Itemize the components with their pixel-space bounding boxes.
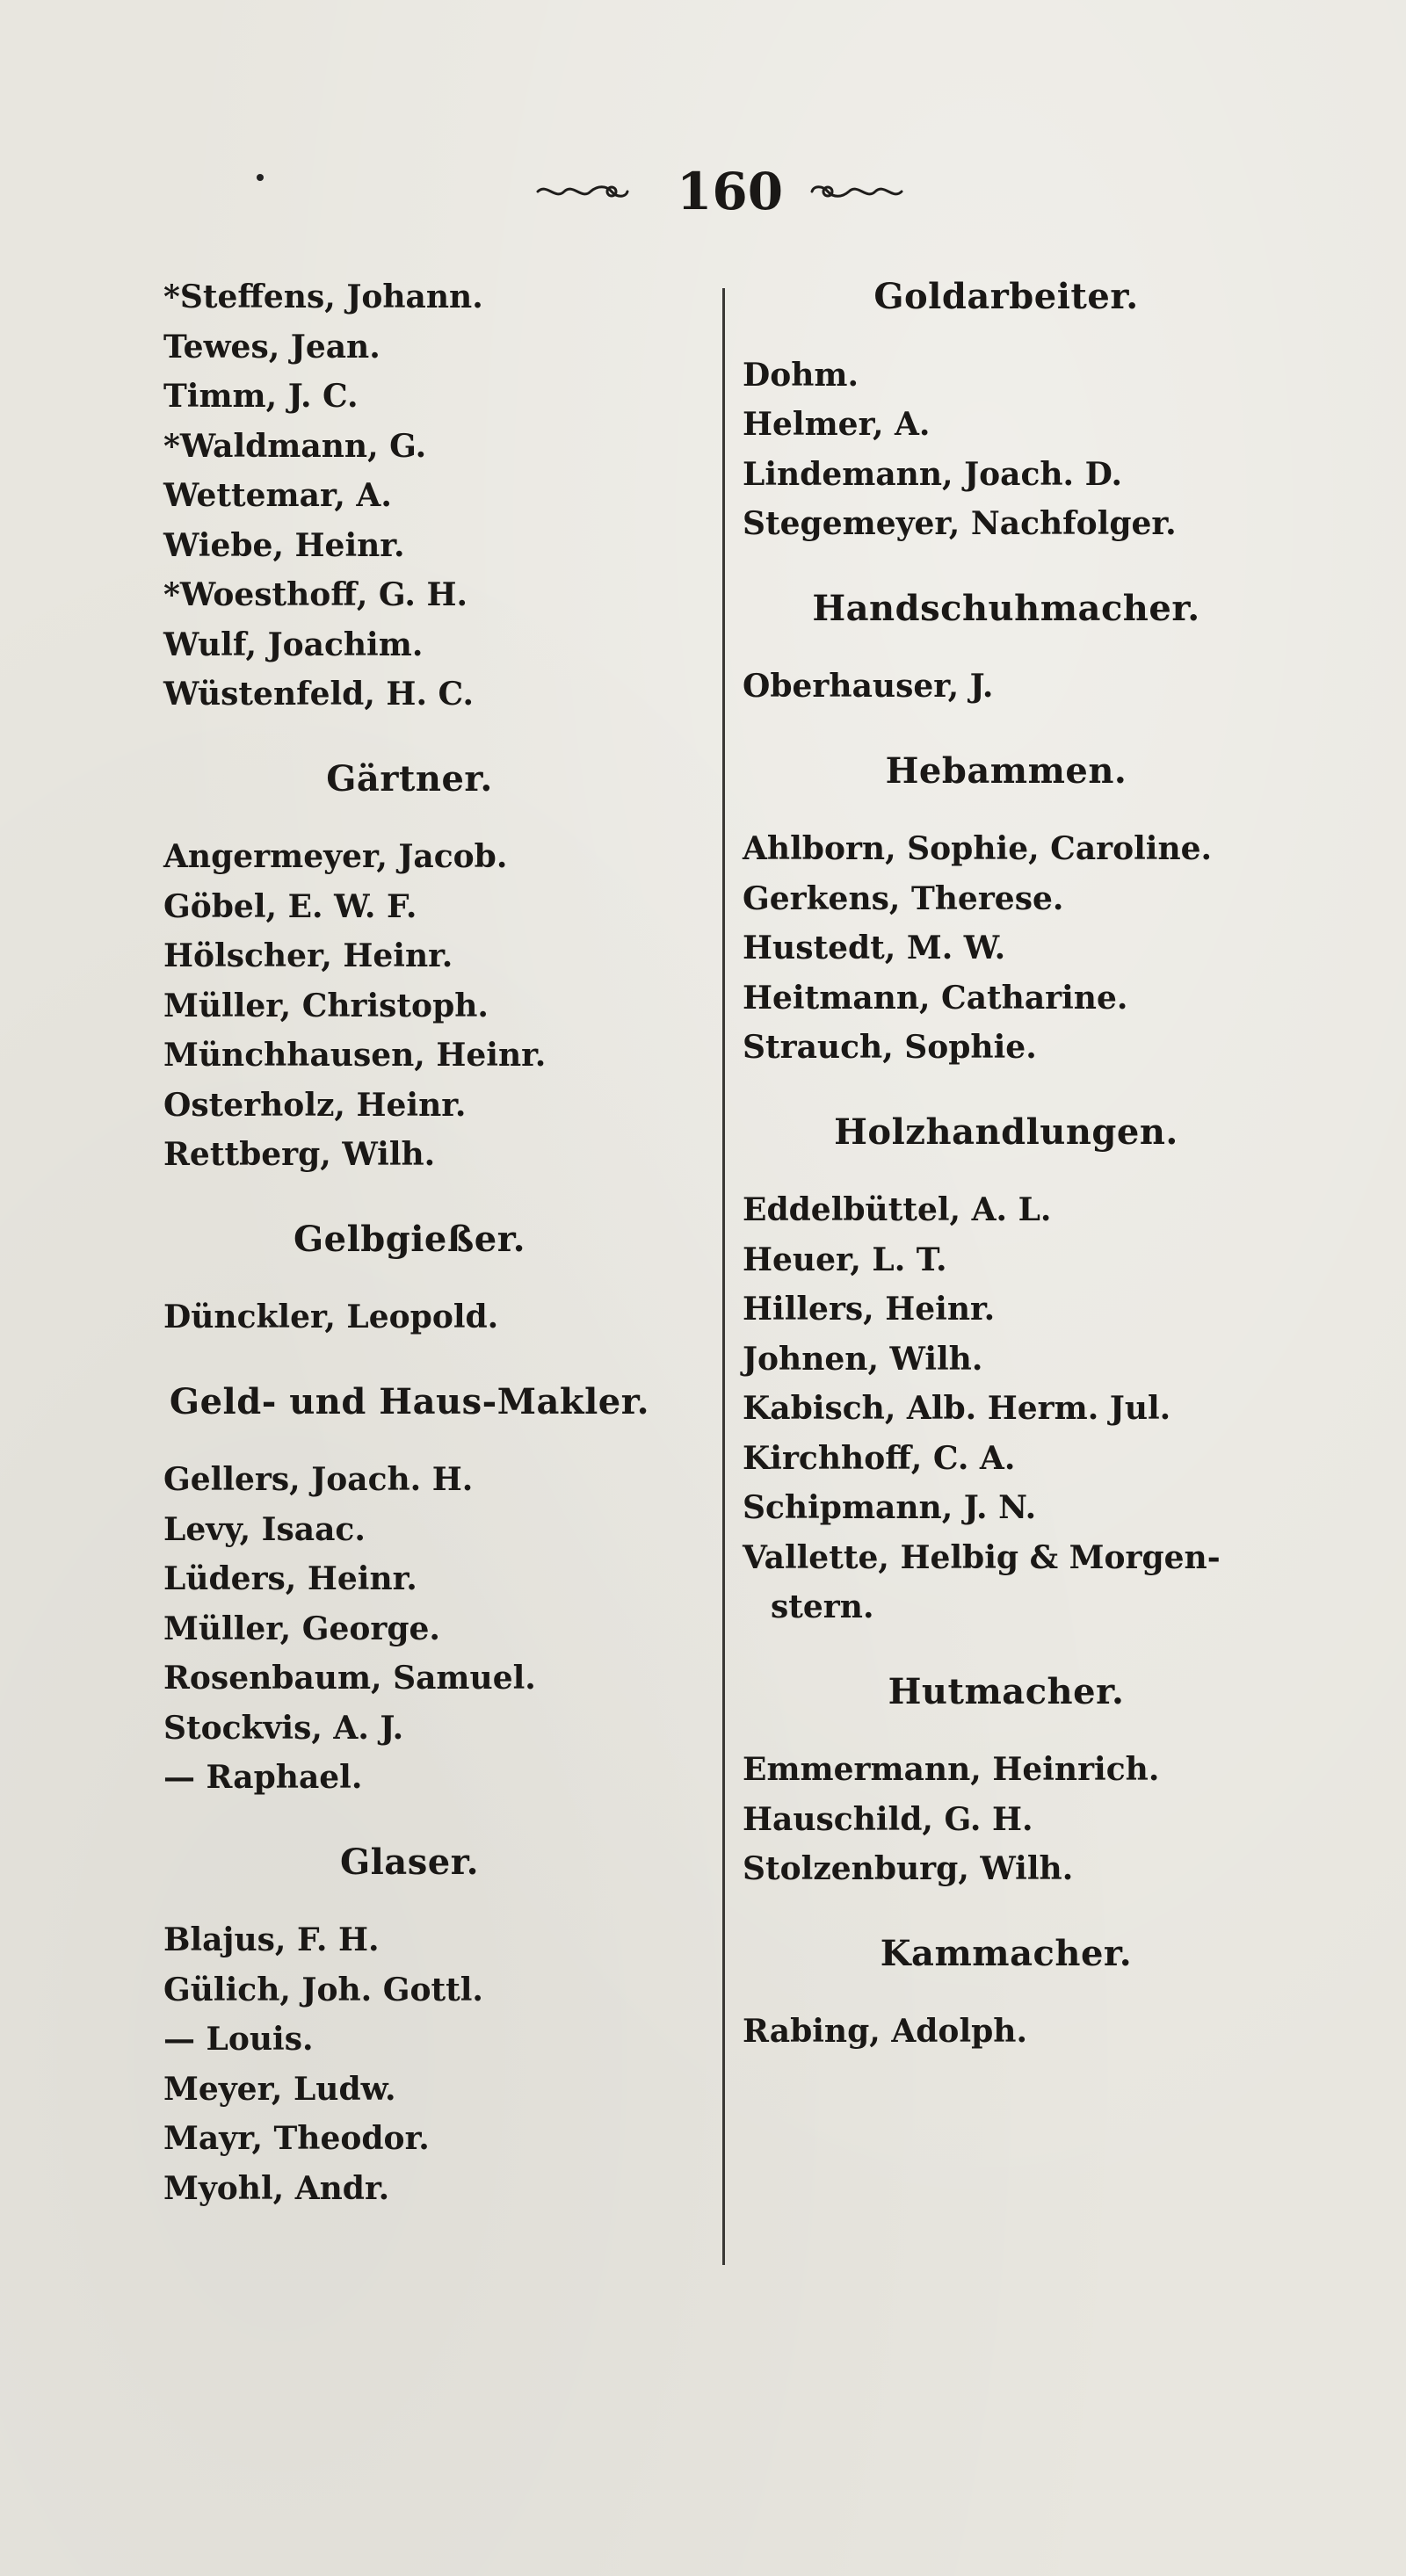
section-holzhandlungen xyxy=(743,1108,1287,1632)
intro-entry-list xyxy=(163,272,708,720)
list-item: Hölscher, Heinr. xyxy=(163,937,453,974)
section-heading: Holzhandlungen. xyxy=(834,1111,1178,1153)
list-item: Hauschild, G. H. xyxy=(743,1800,1033,1838)
list-item: Gülich, Joh. Gottl. xyxy=(163,1971,483,2008)
left-ornament-icon xyxy=(534,181,631,202)
left-column xyxy=(163,272,708,2213)
list-item: Wüstenfeld, H. C. xyxy=(163,676,475,713)
list-item: Rabing, Adolph. xyxy=(743,2013,1027,2050)
list-item: Rettberg, Wilh. xyxy=(163,1136,436,1173)
list-item: Helmer, A. xyxy=(743,406,931,443)
list-item-continuation: stern. xyxy=(771,1588,874,1625)
section-heading: Handschuhmacher. xyxy=(812,587,1200,629)
section-geld-und-haus-makler xyxy=(163,1378,708,1803)
section-heading: Gelbgießer. xyxy=(293,1218,526,1260)
section-glaser xyxy=(163,1838,708,2214)
list-item: Stolzenburg, Wilh. xyxy=(743,1850,1074,1887)
section-hebammen xyxy=(743,747,1287,1073)
list-item: Oberhauser, J. xyxy=(743,668,994,705)
section-heading: Geld- und Haus-Makler. xyxy=(169,1380,650,1422)
list-item: Vallette, Helbig & Morgen- xyxy=(743,1538,1221,1576)
list-item: Mayr, Theodor. xyxy=(163,2120,430,2157)
list-item: Angermeyer, Jacob. xyxy=(163,838,508,875)
list-item: Stockvis, A. J. xyxy=(163,1709,404,1747)
list-item: — Louis. xyxy=(163,2021,314,2058)
list-item: Wettemar, A. xyxy=(163,477,392,514)
list-item: Gerkens, Therese. xyxy=(743,879,1064,917)
section-heading: Hebammen. xyxy=(885,749,1127,792)
section-heading: Glaser. xyxy=(339,1841,480,1883)
list-item: Hillers, Heinr. xyxy=(743,1291,996,1328)
list-item: Göbel, E. W. F. xyxy=(163,887,417,925)
list-item: Lüders, Heinr. xyxy=(163,1560,417,1597)
list-item: Eddelbüttel, A. L. xyxy=(743,1191,1052,1228)
list-item: Münchhausen, Heinr. xyxy=(163,1037,547,1074)
section-heading: Hutmacher. xyxy=(888,1670,1125,1712)
list-item: *Steffens, Johann. xyxy=(163,279,483,315)
section-gelbgiesser xyxy=(163,1215,708,1342)
list-item: Heuer, L. T. xyxy=(743,1241,947,1278)
list-item: Müller, Christoph. xyxy=(163,987,489,1024)
list-item: Lindemann, Joach. D. xyxy=(743,455,1123,493)
list-item: *Woesthoff, G. H. xyxy=(163,576,468,613)
list-item: Meyer, Ludw. xyxy=(163,2070,396,2108)
section-gaertner xyxy=(163,755,708,1180)
list-item: Emmermann, Heinrich. xyxy=(743,1751,1160,1788)
section-hutmacher xyxy=(743,1668,1287,1894)
list-item: Osterholz, Heinr. xyxy=(163,1086,467,1124)
list-item: Heitmann, Catharine. xyxy=(743,979,1128,1017)
list-item: *Waldmann, G. xyxy=(163,427,427,465)
list-item: Strauch, Sophie. xyxy=(743,1029,1037,1066)
list-item: Gellers, Joach. H. xyxy=(163,1461,474,1498)
list-item: Kirchhoff, C. A. xyxy=(743,1439,1016,1477)
list-item: Kabisch, Alb. Herm. Jul. xyxy=(743,1390,1171,1427)
section-handschuhmacher xyxy=(743,584,1287,712)
page-header xyxy=(0,158,1406,228)
list-item: Wiebe, Heinr. xyxy=(163,526,405,564)
list-item: Stegemeyer, Nachfolger. xyxy=(743,505,1177,542)
section-goldarbeiter xyxy=(743,272,1287,549)
list-item: Timm, J. C. xyxy=(163,378,359,415)
list-item: Schipmann, J. N. xyxy=(743,1489,1037,1526)
list-item: Rosenbaum, Samuel. xyxy=(163,1660,536,1697)
section-kammacher xyxy=(743,1929,1287,2057)
list-item: — Raphael. xyxy=(163,1759,363,1796)
list-item: Hustedt, M. W. xyxy=(743,930,1006,966)
right-column xyxy=(743,272,1287,2057)
list-item: Levy, Isaac. xyxy=(163,1510,366,1548)
list-item: Dohm. xyxy=(743,356,859,394)
section-heading: Goldarbeiter. xyxy=(873,276,1139,317)
list-item: Johnen, Wilh. xyxy=(743,1340,983,1378)
column-divider xyxy=(722,288,725,2265)
list-item: Blajus, F. H. xyxy=(163,1921,380,1958)
page-number: 160 xyxy=(677,162,784,221)
list-item: Myohl, Andr. xyxy=(163,2169,390,2207)
section-heading: Gärtner. xyxy=(326,757,493,800)
right-ornament-icon xyxy=(808,181,905,202)
list-item: Müller, George. xyxy=(163,1610,440,1647)
section-heading: Kammacher. xyxy=(880,1932,1133,1974)
list-item: Wulf, Joachim. xyxy=(163,626,424,663)
list-item: Ahlborn, Sophie, Caroline. xyxy=(743,830,1213,867)
list-item: Dünckler, Leopold. xyxy=(163,1299,499,1335)
list-item: Tewes, Jean. xyxy=(163,328,380,365)
